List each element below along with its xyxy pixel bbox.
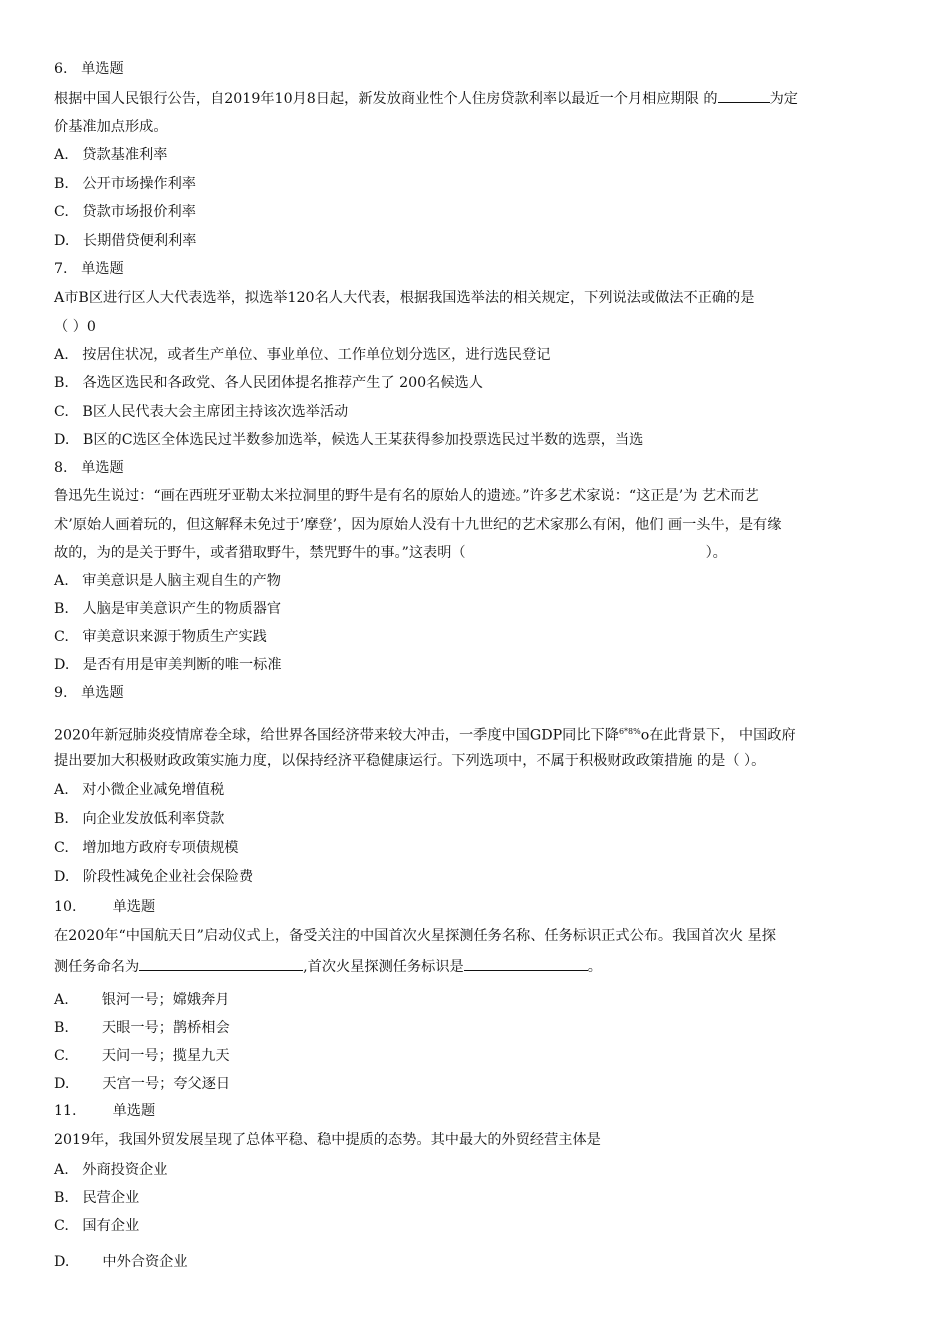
q11-option-b: B. 民营企业 — [54, 1190, 140, 1206]
answer-blank — [464, 956, 588, 971]
q6-stem-line-2: 价基准加点形成。 — [54, 119, 168, 135]
q6-option-c: C. 贷款市场报价利率 — [54, 204, 196, 220]
question-number: 7. — [54, 261, 68, 277]
question-number: 10. — [54, 899, 77, 915]
q10-option-c: C. 天问一号；揽星九天 — [54, 1048, 230, 1064]
q11-stem-line-1: 2019年，我国外贸发展呈现了总体平稳、稳中提质的态势。其中最大的外贸经营主体是 — [54, 1132, 601, 1148]
q6-option-b: B. 公开市场操作利率 — [54, 176, 196, 192]
q7-header — [54, 259, 124, 279]
q8-option-a: A. 审美意识是人脑主观自生的产物 — [54, 573, 281, 589]
q10-header — [54, 897, 155, 917]
q11-header — [54, 1101, 155, 1121]
q8-stem-line-1: 鲁迅先生说过：“画在西班牙亚勒太米拉洞里的野牛是有名的原始人的遗迹。”许多艺术家说：“这正是’为 艺术而艺 — [54, 488, 759, 504]
question-type: 单选题 — [81, 460, 124, 476]
question-type: 单选题 — [112, 899, 156, 915]
q7-option-d: D. B区的C选区全体选民过半数参加选举，候选人王某获得参加投票选民过半数的选票，当选 — [54, 432, 644, 448]
q10-option-b: B. 天眼一号；鹊桥相会 — [54, 1020, 230, 1036]
q7-option-c: C. B区人民代表大会主席团主持该次选举活动 — [54, 404, 349, 420]
q7-stem-line-1: A市B区进行区人大代表选举，拟选举120名人大代表，根据我国选举法的相关规定，下列说法或做法不正确的是 — [54, 290, 755, 306]
question-number: 11. — [54, 1103, 77, 1119]
question-type: 单选题 — [81, 261, 124, 277]
q10-stem-line-1: 在2020年“中国航天日”启动仪式上，备受关注的中国首次火星探测任务名称、任务标识正式公布。我国首次火 星探 — [54, 928, 776, 944]
question-number: 9. — [54, 685, 68, 701]
q8-stem-line-2: 术’原始人画着玩的，但这解释未免过于’摩登’，因为原始人没有十九世纪的艺术家那么有闲，他们 画一头牛，是有缘 — [54, 517, 782, 533]
q10-stem-line-2: 测任务命名为 ,首次火星探测任务标识是 。 — [54, 956, 602, 977]
q9-option-c: C. 增加地方政府专项债规模 — [54, 840, 239, 856]
ocr-artifact: 6*8% — [618, 727, 641, 736]
q11-option-d: D. 中外合资企业 — [54, 1254, 188, 1270]
q7-option-a: A. 按居住状况，或者生产单位、事业单位、工作单位划分选区，进行选民登记 — [54, 347, 551, 363]
q6-option-a: A. 贷款基准利率 — [54, 147, 168, 163]
q7-stem-line-2: （ ）0 — [54, 319, 96, 335]
q11-option-c: C. 国有企业 — [54, 1218, 140, 1234]
q9-stem-line-1: 2020年新冠肺炎疫情席卷全球，给世界各国经济带来较大冲击，一季度中国GDP同比下降$^{6*8\%}$o在此背景下， 中国政府 — [54, 727, 796, 744]
q9-option-a: A. 对小微企业减免增值税 — [54, 782, 225, 798]
q9-header — [54, 683, 124, 703]
q6-stem-line-1: 根据中国人民银行公告，自2019年10月8日起，新发放商业性个人住房贷款利率以最近一个月相应期限 的 为定 — [54, 88, 798, 109]
q7-option-b: B. 各选区选民和各政党、各人民团体提名推荐产生了 200名候选人 — [54, 375, 483, 391]
q8-option-d: D. 是否有用是审美判断的唯一标准 — [54, 657, 282, 673]
question-type: 单选题 — [112, 1103, 156, 1119]
q8-header — [54, 458, 124, 478]
question-number: 6. — [54, 61, 68, 77]
question-number: 8. — [54, 460, 68, 476]
q10-option-a: A. 银河一号；嫦娥奔月 — [54, 992, 230, 1008]
q9-option-b: B. 向企业发放低利率贷款 — [54, 811, 225, 827]
q10-option-d: D. 天宫一号；夸父逐日 — [54, 1076, 231, 1092]
q6-header — [54, 59, 124, 79]
answer-blank — [718, 88, 770, 103]
q8-option-b: B. 人脑是审美意识产生的物质器官 — [54, 601, 282, 617]
q8-option-c: C. 审美意识来源于物质生产实践 — [54, 629, 267, 645]
question-type: 单选题 — [81, 61, 124, 77]
q9-option-d: D. 阶段性减免企业社会保险费 — [54, 869, 254, 885]
question-type: 单选题 — [81, 685, 124, 701]
q9-stem-line-2: 提出要加大积极财政政策实施力度，以保持经济平稳健康运行。下列选项中，不属于积极财政政策措施 的是（ ）。 — [54, 753, 766, 769]
q11-option-a: A. 外商投资企业 — [54, 1162, 168, 1178]
q6-option-d: D. 长期借贷便利利率 — [54, 233, 197, 249]
q8-stem-line-3: 故的，为的是关于野牛，或者猎取野牛，禁咒野牛的事。”这表明（ ）。 — [54, 545, 727, 561]
answer-blank — [139, 956, 303, 971]
